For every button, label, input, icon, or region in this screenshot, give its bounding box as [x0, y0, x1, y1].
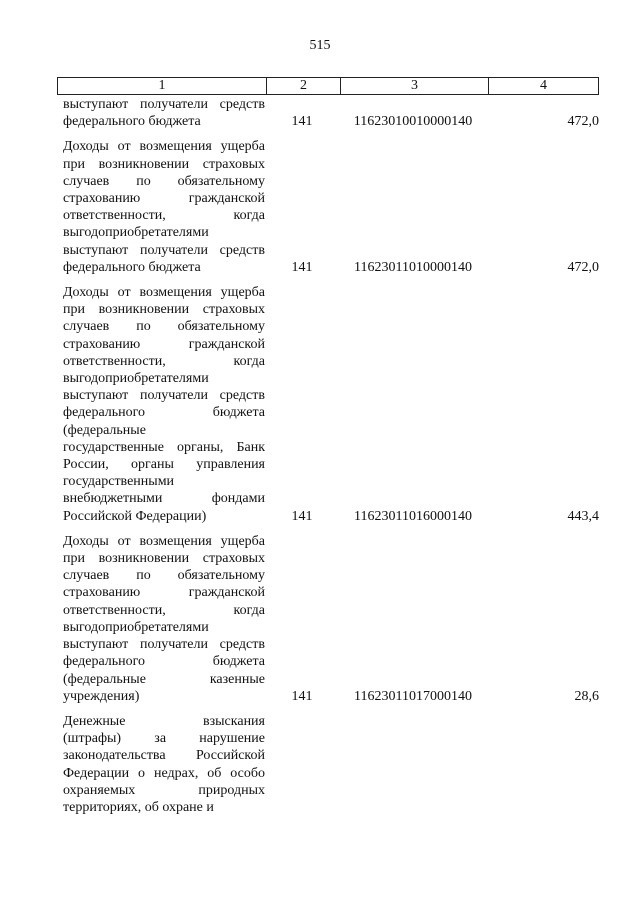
table-row [63, 96, 599, 130]
description-line: федерального бюджета [63, 259, 201, 275]
description-line: случаев по обязательному [63, 319, 265, 335]
description-line: страхованию гражданской [63, 585, 265, 601]
row-description [63, 533, 265, 705]
description-line: Российской Федерации) [63, 508, 207, 524]
row-admin-code: 141 [291, 508, 313, 524]
row-description [63, 284, 265, 525]
header-col-3: 3 [341, 78, 489, 94]
header-col-2: 2 [267, 78, 341, 94]
description-line: охраняемых природных [63, 782, 265, 798]
row-admin-code: 141 [291, 259, 313, 275]
description-line: законодательства Российской [63, 748, 265, 764]
description-line: Денежные взыскания [63, 713, 265, 729]
description-line: внебюджетными фондами [63, 491, 265, 507]
description-line: государственные органы, Банк [63, 439, 265, 455]
description-line: Доходы от возмещения ущерба [63, 139, 265, 155]
description-line: учреждения) [63, 688, 140, 704]
table-header [57, 77, 599, 95]
description-line: федерального бюджета [63, 405, 265, 421]
description-line: при возникновении страховых [63, 302, 265, 318]
description-line: федерального бюджета [63, 654, 265, 670]
page-number: 515 [309, 38, 331, 53]
description-line: выступают получатели средств [63, 637, 265, 653]
description-line: выгодоприобретателями [63, 371, 209, 387]
row-amount: 28,6 [574, 688, 599, 704]
description-line: Доходы от возмещения ущерба [63, 285, 265, 301]
description-line: случаев по обязательному [63, 173, 265, 189]
description-line: ответственности, когда [63, 602, 265, 618]
description-line: Федерации о недрах, об особо [63, 765, 265, 781]
header-col-1: 1 [58, 78, 267, 94]
description-line: ответственности, когда [63, 353, 265, 369]
row-amount: 443,4 [567, 508, 599, 524]
row-budget-code: 11623011016000140 [354, 508, 472, 524]
row-budget-code: 11623011010000140 [354, 259, 472, 275]
table-row [63, 284, 599, 525]
header-col-4: 4 [540, 78, 547, 93]
row-amount: 472,0 [567, 114, 599, 130]
row-admin-code: 141 [291, 114, 313, 130]
description-line: выступают получатели средств [63, 97, 265, 112]
description-line: при возникновении страховых [63, 156, 265, 172]
description-line: при возникновении страховых [63, 551, 265, 567]
description-line: Доходы от возмещения ущерба [63, 533, 265, 549]
description-line: территориях, об охране и [63, 799, 214, 815]
description-line: выгодоприобретателями [63, 225, 209, 241]
table-row [63, 533, 599, 705]
row-description [63, 96, 265, 130]
description-line: России, органы управления [63, 457, 265, 473]
table-body [63, 96, 599, 824]
description-line: выступают получатели средств [63, 242, 265, 258]
description-line: случаев по обязательному [63, 568, 265, 584]
description-line: федерального бюджета [63, 114, 201, 130]
table-row [63, 138, 599, 276]
row-budget-code: 11623011017000140 [354, 688, 472, 704]
table-row [63, 713, 599, 816]
row-admin-code: 141 [291, 688, 313, 704]
row-amount: 472,0 [567, 259, 599, 275]
description-line: страхованию гражданской [63, 336, 265, 352]
row-description [63, 138, 265, 276]
description-line: страхованию гражданской [63, 191, 265, 207]
description-line: ответственности, когда [63, 208, 265, 224]
row-budget-code: 11623010010000140 [353, 114, 473, 130]
description-line: государственными [63, 474, 175, 490]
description-line: (штрафы) за нарушение [63, 731, 265, 747]
row-description [63, 713, 265, 816]
description-line: (федеральные казенные [63, 671, 265, 687]
description-line: выступают получатели средств [63, 388, 265, 404]
description-line: выгодоприобретателями [63, 619, 209, 635]
description-line: (федеральные [63, 422, 146, 438]
